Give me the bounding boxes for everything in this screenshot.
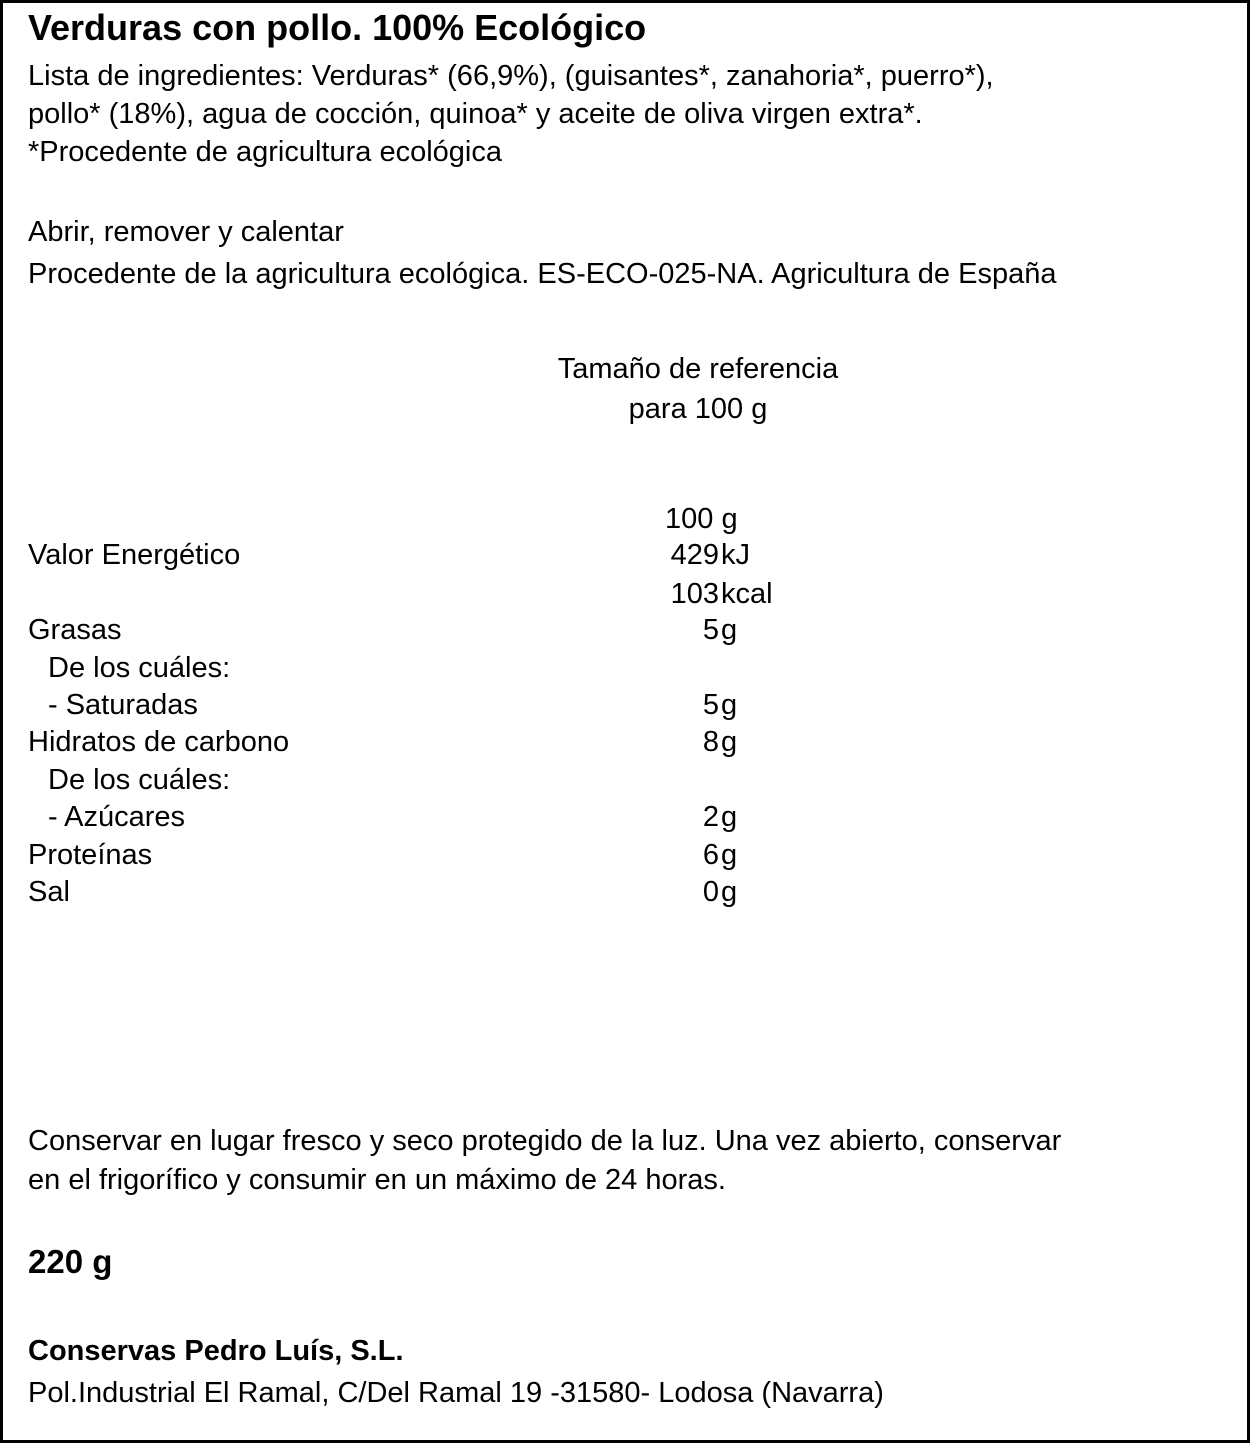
origin-statement: Procedente de la agricultura ecológica. ES-ECO-025-NA. Agricultura de España — [28, 258, 1057, 290]
nutrient-unit-protein: g — [721, 839, 738, 871]
storage-line-1: Conservar en lugar fresco y seco protegido de la luz. Una vez abierto, conservar — [28, 1125, 1062, 1157]
energy-kcal-unit: kcal — [721, 578, 773, 610]
nutrient-label-salt: Sal — [28, 876, 70, 908]
nutrient-unit-sugars: g — [721, 801, 738, 833]
nutrient-label-fat: Grasas — [28, 614, 122, 646]
company-name: Conservas Pedro Luís, S.L. — [28, 1335, 404, 1367]
nutrient-value-fat: 5 — [702, 614, 719, 646]
net-weight: 220 g — [28, 1243, 113, 1280]
energy-kcal-value: 103 — [670, 578, 719, 610]
reference-size-line-2: para 100 g — [628, 393, 768, 425]
nutrient-label-carbohydrates: Hidratos de carbono — [28, 726, 290, 758]
nutrient-unit-salt: g — [721, 876, 738, 908]
nutrient-value-carbohydrates: 8 — [702, 726, 719, 758]
nutrient-unit-saturates: g — [721, 689, 738, 721]
energy-kj-value: 429 — [670, 539, 719, 571]
nutrient-unit-carbohydrates: g — [721, 726, 738, 758]
nutrient-label-sugars: - Azúcares — [48, 801, 185, 833]
energy-label: Valor Energético — [28, 539, 241, 571]
nutrient-unit-fat: g — [721, 614, 738, 646]
nutrient-sublabel-of-which: De los cuáles: — [48, 652, 231, 684]
nutrient-sublabel-of-which: De los cuáles: — [48, 764, 231, 796]
product-title: Verduras con pollo. 100% Ecológico — [28, 7, 647, 48]
ingredients-line-2: pollo* (18%), agua de cocción, quinoa* y aceite de oliva virgen extra*. — [28, 98, 923, 130]
nutrient-label-protein: Proteínas — [28, 839, 153, 871]
instructions: Abrir, remover y calentar — [28, 216, 344, 248]
reference-size-line-1: Tamaño de referencia — [557, 353, 839, 385]
storage-line-2: en el frigorífico y consumir en un máximo de 24 horas. — [28, 1164, 726, 1196]
nutrient-value-saturates: 5 — [702, 689, 719, 721]
ingredients-line-1: Lista de ingredientes: Verduras* (66,9%), (guisantes*, zanahoria*, puerro*), — [28, 60, 994, 92]
nutrient-value-sugars: 2 — [702, 801, 719, 833]
nutrient-value-salt: 0 — [702, 876, 719, 908]
nutrient-label-saturates: - Saturadas — [48, 689, 198, 721]
ingredients-note: *Procedente de agricultura ecológica — [28, 136, 502, 168]
nutrient-value-protein: 6 — [702, 839, 719, 871]
nutrition-column-header: 100 g — [665, 503, 738, 535]
company-address: Pol.Industrial El Ramal, C/Del Ramal 19 -31580- Lodosa (Navarra) — [28, 1377, 884, 1409]
energy-kj-unit: kJ — [721, 539, 750, 571]
